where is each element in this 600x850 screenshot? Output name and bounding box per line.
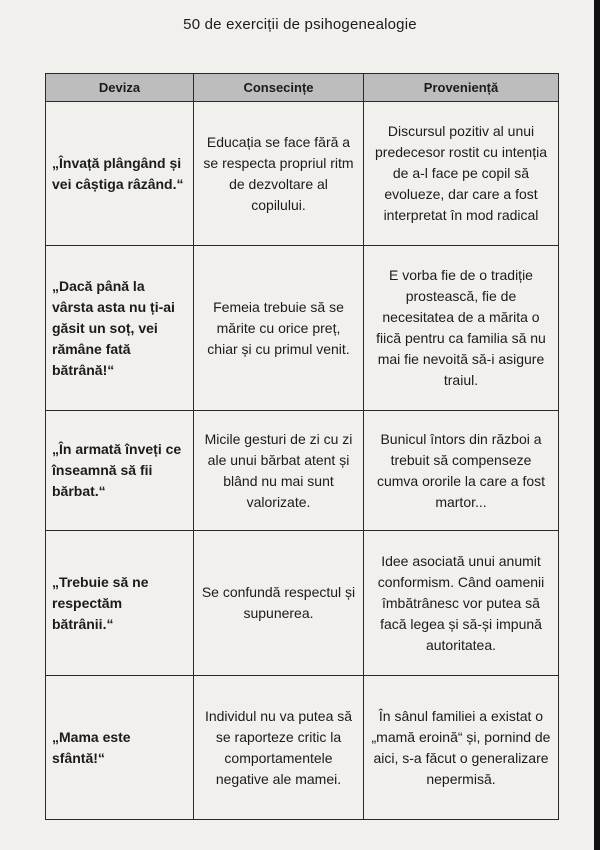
motto-cell: „Dacă până la vârsta asta nu ți-ai găsit un soț, vei rămâne fată bătrână!“ (46, 246, 194, 411)
column-header-origin: Proveniență (364, 74, 559, 102)
page-edge-shadow (594, 0, 600, 850)
table-row (46, 102, 559, 246)
consequence-cell: Femeia trebuie să se mărite cu orice preț, chiar și cu primul venit. (194, 246, 364, 411)
origin-cell: Bunicul întors din război a trebuit să compenseze cumva ororile la care a fost martor... (364, 411, 559, 531)
origin-cell: E vorba fie de o tradiție prostească, fie de necesitatea de a mărita o fiică pentru ca familia să nu mai fie nevoită să-i asigure traiul. (364, 246, 559, 411)
page-header: 50 de exerciții de psihogenealogie (183, 16, 417, 33)
table-row (46, 531, 559, 676)
table-row (46, 246, 559, 411)
column-header-consequences: Consecințe (194, 74, 364, 102)
table-header (46, 74, 559, 102)
column-header-motto: Deviza (46, 74, 194, 102)
psychogenealogy-table (45, 73, 559, 820)
header-row (46, 74, 559, 102)
table-row (46, 411, 559, 531)
motto-cell: „Trebuie să ne respectăm bătrânii.“ (46, 531, 194, 676)
origin-cell: Discursul pozitiv al unui predecesor rostit cu intenția de a-l face pe copil să evolueze, dar care a fost interpretat în mod radical (364, 102, 559, 246)
consequence-cell: Se confundă respectul și supunerea. (194, 531, 364, 676)
consequence-cell: Micile gesturi de zi cu zi ale unui bărbat atent și blând nu mai sunt valorizate. (194, 411, 364, 531)
motto-cell: „Învață plângând și vei câștiga râzând.“ (46, 102, 194, 246)
origin-cell: În sânul familiei a existat o „mamă eroină“ și, pornind de aici, s-a făcut o generalizare nepermisă. (364, 676, 559, 820)
table-row (46, 676, 559, 820)
consequence-cell: Educația se face fără a se respecta propriul ritm de dezvoltare al copilului. (194, 102, 364, 246)
table-body (46, 102, 559, 820)
consequence-cell: Individul nu va putea să se raporteze critic la comportamentele negative ale mamei. (194, 676, 364, 820)
motto-cell: „Mama este sfântă!“ (46, 676, 194, 820)
origin-cell: Idee asociată unui anumit conformism. Când oamenii îmbătrânesc vor putea să facă legea și să-și impună autoritatea. (364, 531, 559, 676)
motto-cell: „În armată înveți ce înseamnă să fii bărbat.“ (46, 411, 194, 531)
